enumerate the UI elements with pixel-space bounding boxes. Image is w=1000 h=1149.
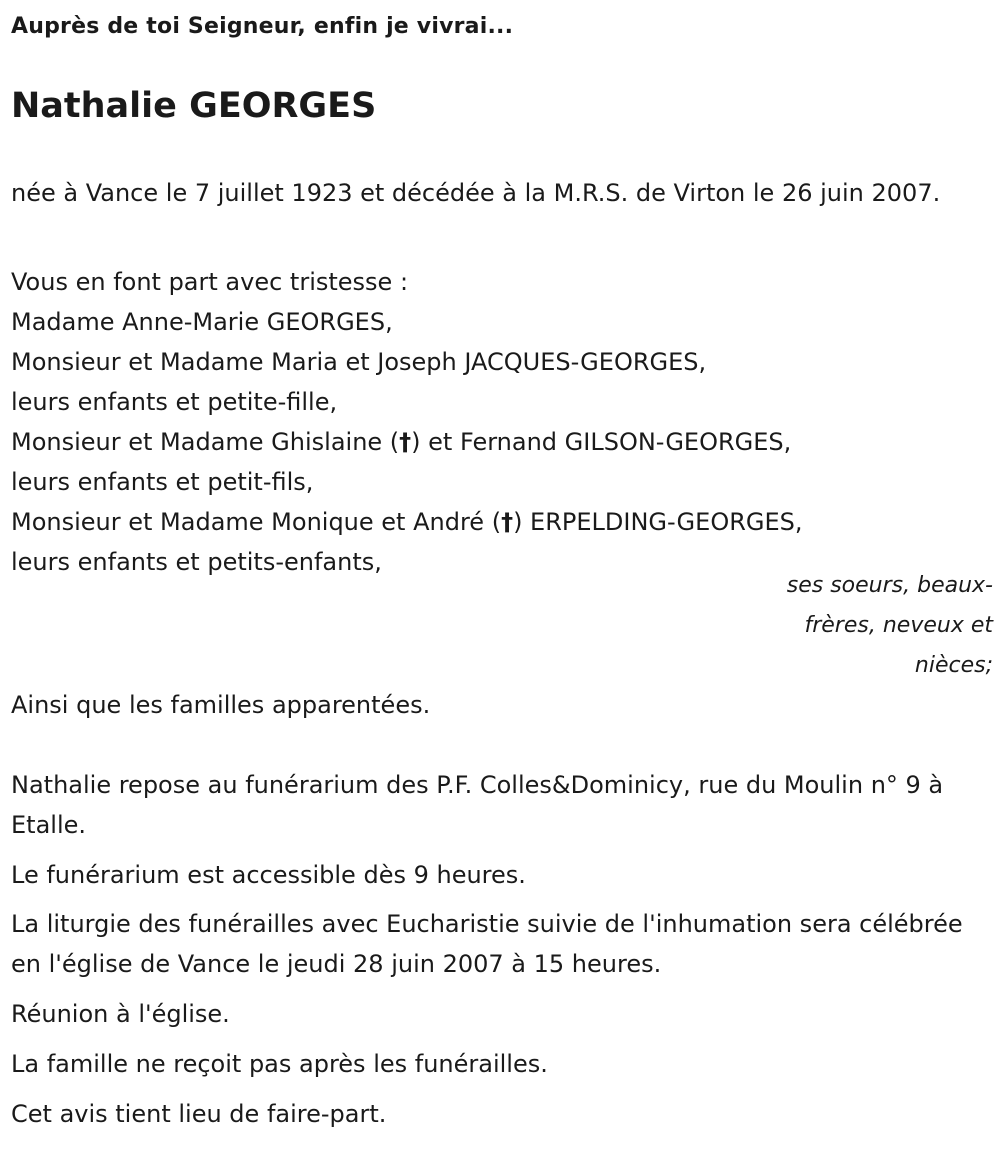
- family-line: leurs enfants et petite-fille,: [11, 388, 338, 416]
- siblings-text: nièces;: [914, 653, 993, 678]
- family-line-text: Monsieur et Madame Monique et André (: [11, 508, 502, 536]
- notice-disclaimer: Cet avis tient lieu de faire-part.: [11, 1100, 387, 1128]
- siblings-line: [743, 566, 993, 686]
- family-line: [11, 502, 993, 542]
- cross-icon: †: [399, 428, 412, 456]
- family-line: Monsieur et Madame Maria et Joseph JACQUES-GEORGES,: [11, 348, 707, 376]
- meeting-place: Réunion à l'église.: [11, 1000, 230, 1028]
- related-families: Ainsi que les familles apparentées.: [11, 691, 431, 719]
- birth-death-statement: née à Vance le 7 juillet 1923 et décédée à la M.R.S. de Virton le 26 juin 2007.: [11, 179, 941, 207]
- epigraph: Auprès de toi Seigneur, enfin je vivrai...: [11, 14, 514, 39]
- family-line: [11, 422, 993, 462]
- cross-icon: †: [501, 508, 514, 536]
- deceased-name: Nathalie GEORGES: [11, 86, 377, 126]
- family-line: leurs enfants et petit-fils,: [11, 468, 314, 496]
- rest-place: Nathalie repose au funérarium des P.F. Colles&Dominicy, rue du Moulin n° 9 à Etalle.: [11, 771, 944, 839]
- family-line-text: ) et Fernand GILSON-GEORGES,: [411, 428, 792, 456]
- family-line-text: Monsieur et Madame Ghislaine (: [11, 428, 400, 456]
- family-line: Madame Anne-Marie GEORGES,: [11, 308, 393, 336]
- siblings-text: frères, neveux et: [804, 613, 993, 638]
- announcement-intro: Vous en font part avec tristesse :: [11, 268, 409, 296]
- siblings-text: ses soeurs, beaux-: [786, 573, 993, 598]
- no-reception-note: La famille ne reçoit pas après les funérailles.: [11, 1050, 548, 1078]
- funeral-home-hours: Le funérarium est accessible dès 9 heures.: [11, 861, 526, 889]
- family-line-text: ) ERPELDING-GEORGES,: [513, 508, 803, 536]
- family-announcement: [11, 262, 993, 582]
- liturgy-details: La liturgie des funérailles avec Eucharistie suivie de l'inhumation sera célébrée en l'église de Vance le jeudi 28 juin 2007 à 15 heures.: [11, 910, 963, 978]
- family-line: leurs enfants et petits-enfants,: [11, 548, 382, 576]
